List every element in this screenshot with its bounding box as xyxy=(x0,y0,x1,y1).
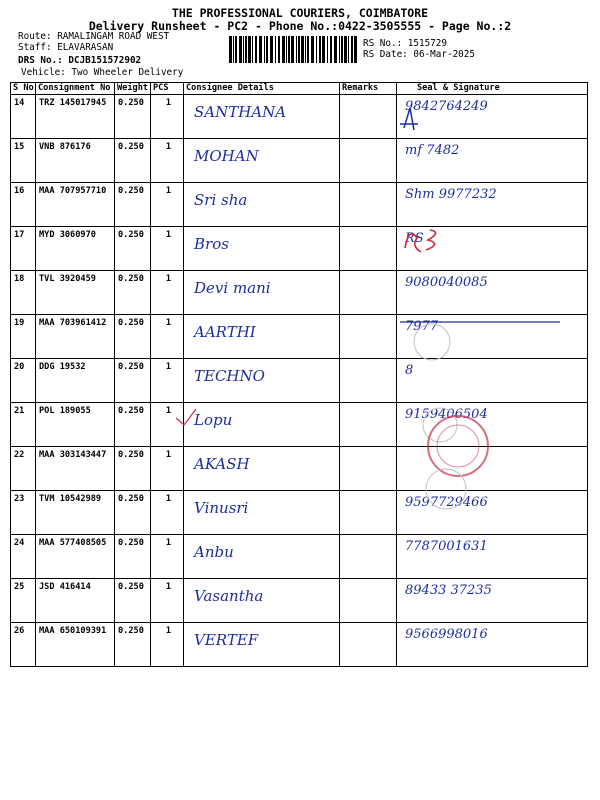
table-row xyxy=(11,359,588,403)
row-consignee-cell xyxy=(184,271,340,315)
row-signature-cell xyxy=(397,579,588,623)
row-consignee-handwriting: Devi mani xyxy=(194,279,271,297)
barcode-bar xyxy=(354,36,357,63)
barcode-bar xyxy=(233,36,234,63)
row-consignment-no: TRZ 145017945 xyxy=(36,95,115,139)
row-consignee-cell xyxy=(184,359,340,403)
row-consignee-cell xyxy=(184,139,340,183)
barcode-bar xyxy=(259,36,262,63)
row-signature-cell xyxy=(397,315,588,359)
rs-number-label: RS No.: xyxy=(363,38,403,49)
row-remarks xyxy=(340,535,397,579)
row-signature-handwriting: 9566998016 xyxy=(405,627,488,642)
barcode-bar xyxy=(255,36,257,63)
barcode-bar xyxy=(288,36,290,63)
row-signature-handwriting: mf 7482 xyxy=(405,143,460,158)
row-consignee-handwriting: Vasantha xyxy=(194,587,264,605)
row-remarks xyxy=(340,95,397,139)
row-pcs: 1 xyxy=(151,183,184,227)
barcode-bar xyxy=(243,36,244,63)
table-row xyxy=(11,227,588,271)
row-signature-handwriting: 9159406504 xyxy=(405,407,488,422)
row-remarks xyxy=(340,139,397,183)
rs-number-line xyxy=(363,38,447,49)
barcode-bar xyxy=(319,36,321,63)
row-weight: 0.250 xyxy=(115,183,151,227)
table-row xyxy=(11,491,588,535)
row-pcs: 1 xyxy=(151,271,184,315)
barcode-bar xyxy=(301,36,304,63)
route-value: RAMALINGAM ROAD WEST xyxy=(57,31,170,42)
row-weight: 0.250 xyxy=(115,271,151,315)
row-weight: 0.250 xyxy=(115,315,151,359)
rs-number-value: 1515729 xyxy=(407,38,447,49)
row-remarks xyxy=(340,183,397,227)
row-consignment-no: DDG 19532 xyxy=(36,359,115,403)
vehicle-value: Two Wheeler Delivery xyxy=(71,67,184,78)
row-signature-handwriting: 9080040085 xyxy=(405,275,488,290)
table-row xyxy=(11,403,588,447)
staff-value: ELAVARASAN xyxy=(57,42,114,53)
row-remarks xyxy=(340,579,397,623)
row-weight: 0.250 xyxy=(115,95,151,139)
row-sno: 14 xyxy=(11,95,36,139)
table-row xyxy=(11,447,588,491)
row-weight: 0.250 xyxy=(115,403,151,447)
row-consignee-cell xyxy=(184,535,340,579)
row-signature-handwriting xyxy=(397,447,587,451)
runsheet-table xyxy=(10,82,588,667)
row-weight: 0.250 xyxy=(115,447,151,491)
vehicle-label: Vehicle: xyxy=(21,67,66,78)
vehicle-line xyxy=(21,68,183,78)
row-consignee-handwriting: Lopu xyxy=(194,411,233,429)
row-signature-handwriting: 9597729466 xyxy=(405,495,488,510)
row-remarks xyxy=(340,359,397,403)
row-pcs: 1 xyxy=(151,315,184,359)
row-consignee-handwriting: Anbu xyxy=(194,543,234,561)
row-pcs: 1 xyxy=(151,359,184,403)
row-consignment-no: MAA 650109391 xyxy=(36,623,115,667)
col-header-consignee: Consignee Details xyxy=(184,83,340,95)
barcode-bar xyxy=(235,36,237,63)
row-consignee-handwriting: AARTHI xyxy=(194,323,256,341)
row-consignee-cell xyxy=(184,579,340,623)
col-header-consignment: Consignment No xyxy=(36,83,115,95)
row-remarks xyxy=(340,403,397,447)
row-consignee-handwriting: MOHAN xyxy=(194,147,259,165)
barcode-image xyxy=(229,36,358,63)
drs-value: DCJB151572902 xyxy=(68,55,142,66)
barcode-bar xyxy=(264,36,265,63)
row-weight: 0.250 xyxy=(115,579,151,623)
col-header-weight: Weight xyxy=(115,83,151,95)
row-sno: 17 xyxy=(11,227,36,271)
barcode-bar xyxy=(348,36,349,63)
row-signature-handwriting: Shm 9977232 xyxy=(405,187,497,202)
row-pcs: 1 xyxy=(151,403,184,447)
table-row xyxy=(11,183,588,227)
row-consignee-handwriting: Sri sha xyxy=(194,191,248,209)
row-remarks xyxy=(340,271,397,315)
row-consignee-cell xyxy=(184,315,340,359)
row-signature-handwriting: 9842764249 xyxy=(405,99,488,114)
row-consignee-handwriting: Vinusri xyxy=(194,499,249,517)
row-sno: 20 xyxy=(11,359,36,403)
barcode-bar xyxy=(330,36,332,63)
table-row xyxy=(11,535,588,579)
company-name: THE PROFESSIONAL COURIERS, COIMBATORE xyxy=(171,6,429,20)
table-header-row xyxy=(11,83,588,95)
row-pcs: 1 xyxy=(151,491,184,535)
row-pcs: 1 xyxy=(151,227,184,271)
table-row xyxy=(11,139,588,183)
barcode-bar xyxy=(282,36,285,63)
barcode-bar xyxy=(248,36,251,63)
barcode-bar xyxy=(307,36,309,63)
row-weight: 0.250 xyxy=(115,535,151,579)
row-consignment-no: MYD 3060970 xyxy=(36,227,115,271)
row-sno: 23 xyxy=(11,491,36,535)
runsheet-title: Delivery Runsheet - PC2 - Phone No.:0422-3505555 - Page No.:2 xyxy=(88,19,512,33)
row-signature-handwriting: 7787001631 xyxy=(405,539,488,554)
barcode-bar xyxy=(351,36,353,63)
row-consignment-no: MAA 703961412 xyxy=(36,315,115,359)
row-consignment-no: TVM 10542989 xyxy=(36,491,115,535)
row-weight: 0.250 xyxy=(115,359,151,403)
staff-label: Staff: xyxy=(18,42,52,53)
table-row xyxy=(11,579,588,623)
row-consignee-handwriting: Bros xyxy=(194,235,229,253)
barcode-bar xyxy=(270,36,273,63)
row-remarks xyxy=(340,227,397,271)
rs-date-label: RS Date: xyxy=(363,49,408,60)
drs-label: DRS No.: xyxy=(18,55,63,66)
row-sno: 21 xyxy=(11,403,36,447)
row-sno: 15 xyxy=(11,139,36,183)
row-consignment-no: POL 189055 xyxy=(36,403,115,447)
route-label: Route: xyxy=(18,31,52,42)
row-sno: 25 xyxy=(11,579,36,623)
row-signature-cell xyxy=(397,271,588,315)
row-consignee-cell xyxy=(184,447,340,491)
barcode-bar xyxy=(334,36,337,63)
barcode-bar xyxy=(291,36,294,63)
row-consignee-cell xyxy=(184,403,340,447)
barcode-bar xyxy=(296,36,297,63)
barcode-bar xyxy=(266,36,268,63)
row-consignee-cell xyxy=(184,491,340,535)
row-pcs: 1 xyxy=(151,139,184,183)
row-sno: 22 xyxy=(11,447,36,491)
row-signature-cell xyxy=(397,535,588,579)
table-row xyxy=(11,315,588,359)
col-header-sno: S No xyxy=(11,83,36,95)
col-header-remarks: Remarks xyxy=(340,83,397,95)
barcode-bar xyxy=(339,36,340,63)
row-pcs: 1 xyxy=(151,623,184,667)
row-sno: 24 xyxy=(11,535,36,579)
row-consignee-cell xyxy=(184,623,340,667)
row-signature-handwriting: 7977 xyxy=(405,319,439,334)
row-consignee-cell xyxy=(184,183,340,227)
row-consignee-cell xyxy=(184,95,340,139)
barcode-bar xyxy=(252,36,253,63)
row-remarks xyxy=(340,491,397,535)
row-consignee-handwriting: AKASH xyxy=(194,455,250,473)
barcode-bar xyxy=(245,36,247,63)
table-row xyxy=(11,623,588,667)
row-weight: 0.250 xyxy=(115,491,151,535)
row-remarks xyxy=(340,447,397,491)
row-consignment-no: MAA 707957710 xyxy=(36,183,115,227)
row-sno: 26 xyxy=(11,623,36,667)
row-signature-cell xyxy=(397,183,588,227)
row-pcs: 1 xyxy=(151,95,184,139)
staff-line xyxy=(18,43,113,53)
row-signature-cell xyxy=(397,139,588,183)
row-remarks xyxy=(340,315,397,359)
row-consignee-handwriting: SANTHANA xyxy=(194,103,287,121)
table-row xyxy=(11,95,588,139)
row-signature-cell xyxy=(397,359,588,403)
row-pcs: 1 xyxy=(151,447,184,491)
row-pcs: 1 xyxy=(151,535,184,579)
barcode-bar xyxy=(341,36,343,63)
col-header-pcs: PCS xyxy=(151,83,184,95)
barcode-bar xyxy=(275,36,276,63)
barcode-bar xyxy=(316,36,317,63)
row-signature-handwriting: RS xyxy=(405,231,424,246)
drs-line xyxy=(18,56,141,66)
row-consignment-no: MAA 303143447 xyxy=(36,447,115,491)
route-line xyxy=(18,32,169,42)
barcode-bar xyxy=(344,36,347,63)
col-header-signature: Seal & Signature xyxy=(397,83,588,95)
row-signature-cell xyxy=(397,227,588,271)
barcode-bar xyxy=(311,36,314,63)
row-signature-cell xyxy=(397,623,588,667)
row-weight: 0.250 xyxy=(115,623,151,667)
row-consignment-no: JSD 416414 xyxy=(36,579,115,623)
row-signature-cell xyxy=(397,403,588,447)
barcode-bar xyxy=(298,36,300,63)
row-remarks xyxy=(340,623,397,667)
row-sno: 16 xyxy=(11,183,36,227)
row-consignee-handwriting: VERTEF xyxy=(194,631,259,649)
barcode-bar xyxy=(322,36,325,63)
barcode-bar xyxy=(239,36,242,63)
barcode-bar xyxy=(286,36,287,63)
row-consignee-cell xyxy=(184,227,340,271)
row-weight: 0.250 xyxy=(115,139,151,183)
row-signature-handwriting: 89433 37235 xyxy=(405,583,492,598)
row-consignment-no: MAA 577408505 xyxy=(36,535,115,579)
barcode-bar xyxy=(327,36,328,63)
row-signature-cell xyxy=(397,95,588,139)
row-pcs: 1 xyxy=(151,579,184,623)
row-sno: 18 xyxy=(11,271,36,315)
row-signature-handwriting: 8 xyxy=(405,363,414,378)
row-consignment-no: TVL 3920459 xyxy=(36,271,115,315)
barcode-bar xyxy=(229,36,232,63)
rs-date-value: 06-Mar-2025 xyxy=(413,49,475,60)
row-signature-cell xyxy=(397,491,588,535)
row-consignment-no: VNB 876176 xyxy=(36,139,115,183)
row-signature-cell xyxy=(397,447,588,491)
barcode-bar xyxy=(278,36,280,63)
table-row xyxy=(11,271,588,315)
barcode-bar xyxy=(305,36,306,63)
row-weight: 0.250 xyxy=(115,227,151,271)
row-consignee-handwriting: TECHNO xyxy=(194,367,265,385)
row-sno: 19 xyxy=(11,315,36,359)
rs-date-line xyxy=(363,49,475,60)
